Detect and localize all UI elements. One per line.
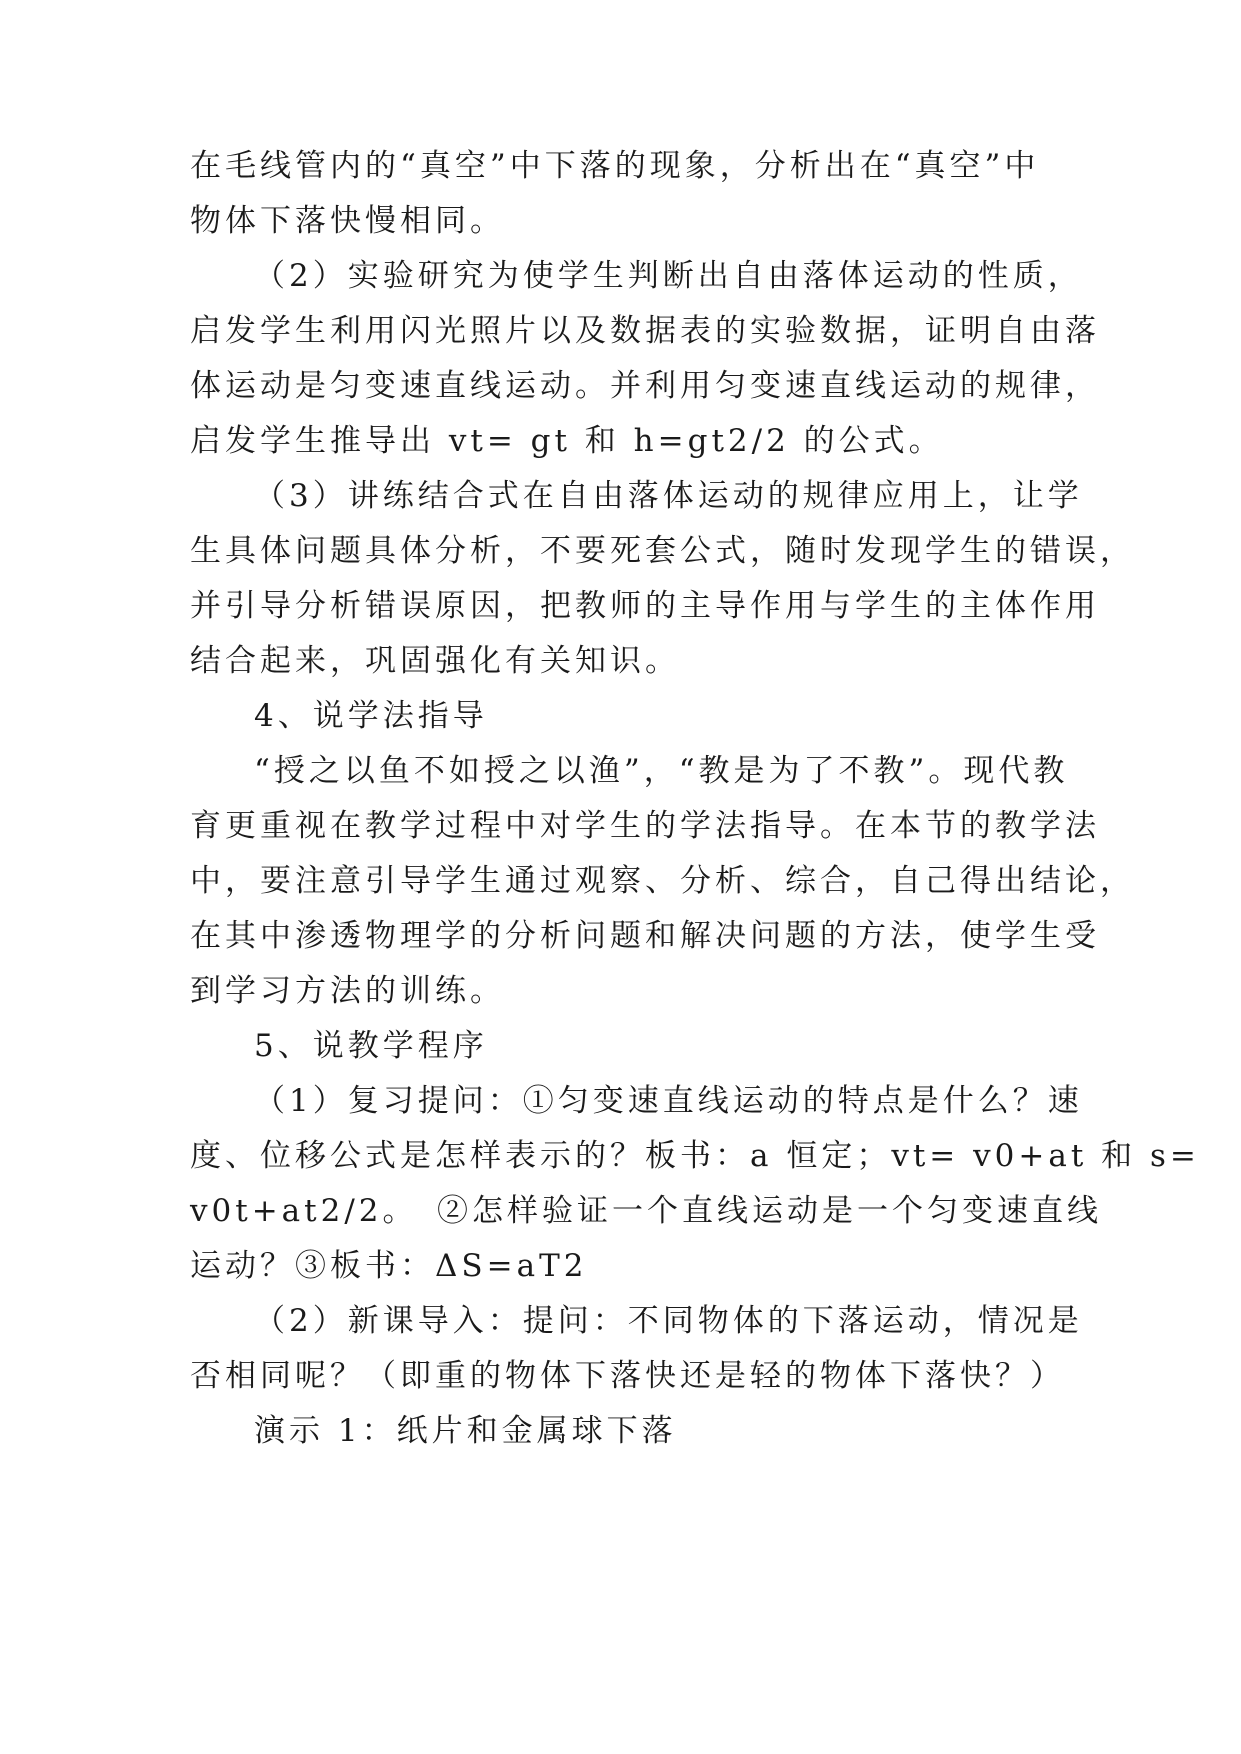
paragraph-start-line: （1）复习提问：①匀变速直线运动的特点是什么？速	[254, 1083, 1083, 1119]
text-line: 在毛线管内的“真空”中下落的现象，分析出在“真空”中	[190, 148, 1040, 184]
paragraph-start-line: “授之以鱼不如授之以渔”，“教是为了不教”。现代教	[254, 753, 1069, 789]
text-line: 度、位移公式是怎样表示的？板书：a 恒定；vt= v0+at 和 s=	[190, 1138, 1200, 1174]
text-line: 育更重视在教学过程中对学生的学法指导。在本节的教学法	[190, 808, 1100, 844]
paragraph-start-line: （2）新课导入：提问：不同物体的下落运动，情况是	[254, 1303, 1083, 1339]
section-heading: 5、说教学程序	[254, 1028, 488, 1064]
paragraph-start-line: （2）实验研究为使学生判断出自由落体运动的性质，	[254, 258, 1083, 294]
section-heading: 4、说学法指导	[254, 698, 488, 734]
text-line: 否相同呢？（即重的物体下落快还是轻的物体下落快？）	[190, 1358, 1065, 1394]
text-line: 在其中渗透物理学的分析问题和解决问题的方法，使学生受	[190, 918, 1100, 954]
text-line: 到学习方法的训练。	[190, 973, 505, 1009]
text-line: 运动？③板书：ΔS=aT2	[190, 1248, 588, 1284]
paragraph-start-line: 演示 1：纸片和金属球下落	[254, 1413, 677, 1449]
paragraph-start-line: （3）讲练结合式在自由落体运动的规律应用上，让学	[254, 478, 1083, 514]
text-line: 生具体问题具体分析，不要死套公式，随时发现学生的错误，	[190, 533, 1135, 569]
text-line: 中，要注意引导学生通过观察、分析、综合，自己得出结论，	[190, 863, 1135, 899]
text-line: 体运动是匀变速直线运动。并利用匀变速直线运动的规律，	[190, 368, 1100, 404]
text-line: 物体下落快慢相同。	[190, 203, 505, 239]
text-line: 结合起来，巩固强化有关知识。	[190, 643, 680, 679]
text-line: v0t+at2/2。 ②怎样验证一个直线运动是一个匀变速直线	[190, 1193, 1102, 1229]
text-line: 并引导分析错误原因，把教师的主导作用与学生的主体作用	[190, 588, 1100, 624]
text-line: 启发学生利用闪光照片以及数据表的实验数据，证明自由落	[190, 313, 1100, 349]
text-line: 启发学生推导出 vt= gt 和 h=gt2/2 的公式。	[190, 423, 944, 459]
